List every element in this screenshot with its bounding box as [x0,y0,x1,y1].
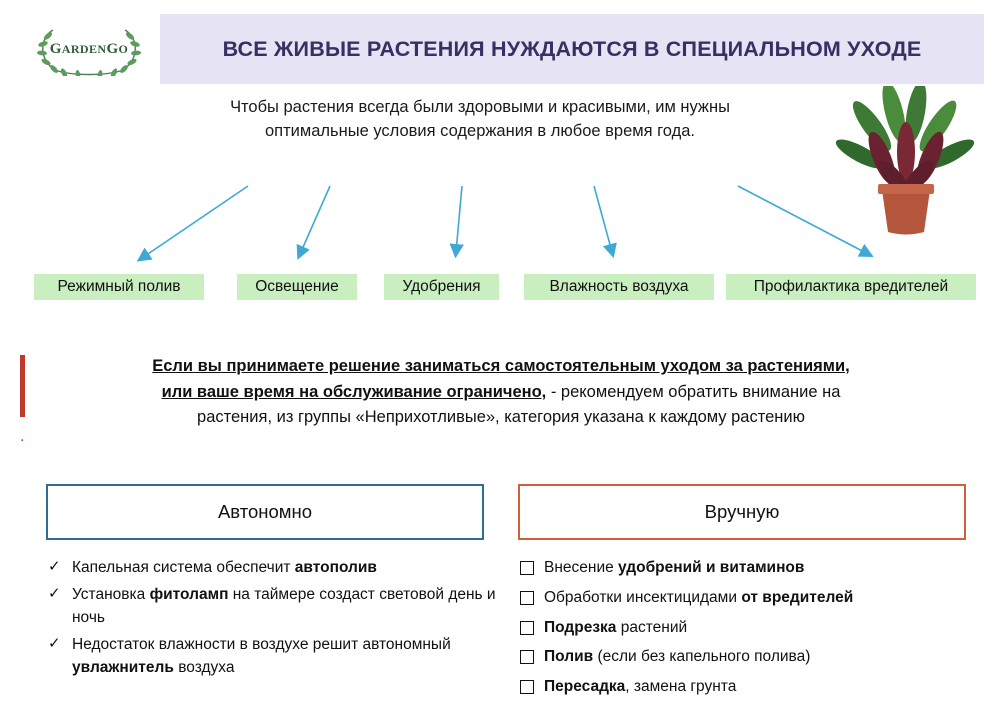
tag-fertilizer[interactable] [384,274,499,300]
text-post: растений [616,618,688,636]
manual-header-box [518,484,966,540]
care-tag-row [34,274,974,302]
intro-paragraph [150,96,810,144]
list-item [520,586,976,613]
list-item [48,556,496,580]
check-icon: ✓ [48,558,61,575]
quote-line-1: Если вы принимаете решение заниматься самостоятельным уходом за растениями, [152,357,850,375]
quote-accent-bar [20,355,25,417]
checkbox-icon[interactable] [520,586,544,613]
potted-plant-illustration [820,86,990,246]
text-pre: Внесение [544,559,619,576]
logo-arden: ARDEN [61,41,107,56]
checkbox-icon[interactable] [520,675,544,702]
tag-label: Режимный полив [57,278,181,295]
arrow-to-tag-4 [594,186,612,252]
text-bold: увлажнитель [72,659,174,677]
list-item-text [544,586,976,610]
text-pre: Капельная система обеспечит [72,559,295,576]
manual-title: Вручную [704,501,780,522]
text-bold: Пересадка [544,678,626,696]
text-bold: удобрений и витаминов [618,559,805,576]
checkbox-icon[interactable] [520,645,544,672]
autonomous-list [48,556,496,683]
checkbox-icon[interactable] [520,556,544,583]
list-item-text [544,616,976,640]
list-item [520,645,976,672]
list-item [48,583,496,630]
arrow-to-tag-2 [300,186,330,254]
logo-o: O [118,41,129,56]
intro-line-2: оптимальные условия содержания в любое время года. [264,121,696,140]
page-title: ВСЕ ЖИВЫЕ РАСТЕНИЯ НУЖДАЮТСЯ В СПЕЦИАЛЬНОМ УХОДЕ [222,36,922,61]
autonomous-header-box [46,484,484,540]
tag-watering[interactable] [34,274,204,300]
list-item [520,556,976,583]
plant-photo [820,86,990,246]
text-post: (если без капельного полива) [593,648,811,666]
check-icon: ✓ [48,584,61,602]
list-item [520,616,976,643]
text-bold: Подрезка [544,618,617,636]
list-item-text [72,633,496,680]
text-post: на таймере создаст световой день и ночь [72,585,496,627]
text-pre: Обработки инсектицидами [544,588,742,606]
text-bold: Полив [544,648,594,666]
logo-g1: G [49,40,62,57]
list-item [48,633,496,680]
text-pre: Недостаток влажности в воздухе решит автономный [72,635,451,653]
intro-line-1: Чтобы растения всегда были здоровыми и красивыми, им нужны [230,98,730,116]
quote-block [36,354,966,431]
tag-label: Удобрения [402,278,481,295]
check-icon: ✓ [48,634,61,652]
tag-humidity[interactable] [524,274,714,300]
list-item [520,675,976,702]
list-item-text [544,645,976,669]
text-bold: от вредителей [741,588,854,606]
arrow-to-tag-1 [142,186,248,258]
logo-g2: G [106,40,119,57]
tag-label: Профилактика вредителей [753,278,949,295]
logo-wordmark [50,41,129,58]
tag-label: Влажность воздуха [549,278,689,295]
page-header [18,14,984,84]
text-bold: фитоламп [149,585,229,603]
checkbox-icon[interactable] [520,616,544,643]
text-post: воздуха [173,659,235,677]
tag-lighting[interactable] [237,274,357,300]
quote-line-2: или ваше время на обслуживание ограничено, - рекомендуем обратить внимание на [161,382,841,401]
text-pre: Установка [72,585,150,603]
quote-line-3: растения, из группы «Неприхотливые», категория указана к каждому растению [197,408,805,427]
tag-label: Освещение [255,278,339,295]
tag-pest-prevention[interactable] [726,274,976,300]
quote-dot: . [20,428,25,445]
header-title-band [160,14,984,84]
list-item-text [544,556,976,580]
text-bold: автополив [294,559,377,576]
list-item-text [72,556,496,580]
brand-logo [18,14,160,84]
wreath-icon [33,22,145,76]
manual-list [520,556,976,705]
text-post: , замена грунта [625,678,737,696]
autonomous-title: Автономно [217,501,313,522]
arrow-to-tag-3 [456,186,462,252]
list-item-text [72,583,496,630]
list-item-text [544,675,976,699]
